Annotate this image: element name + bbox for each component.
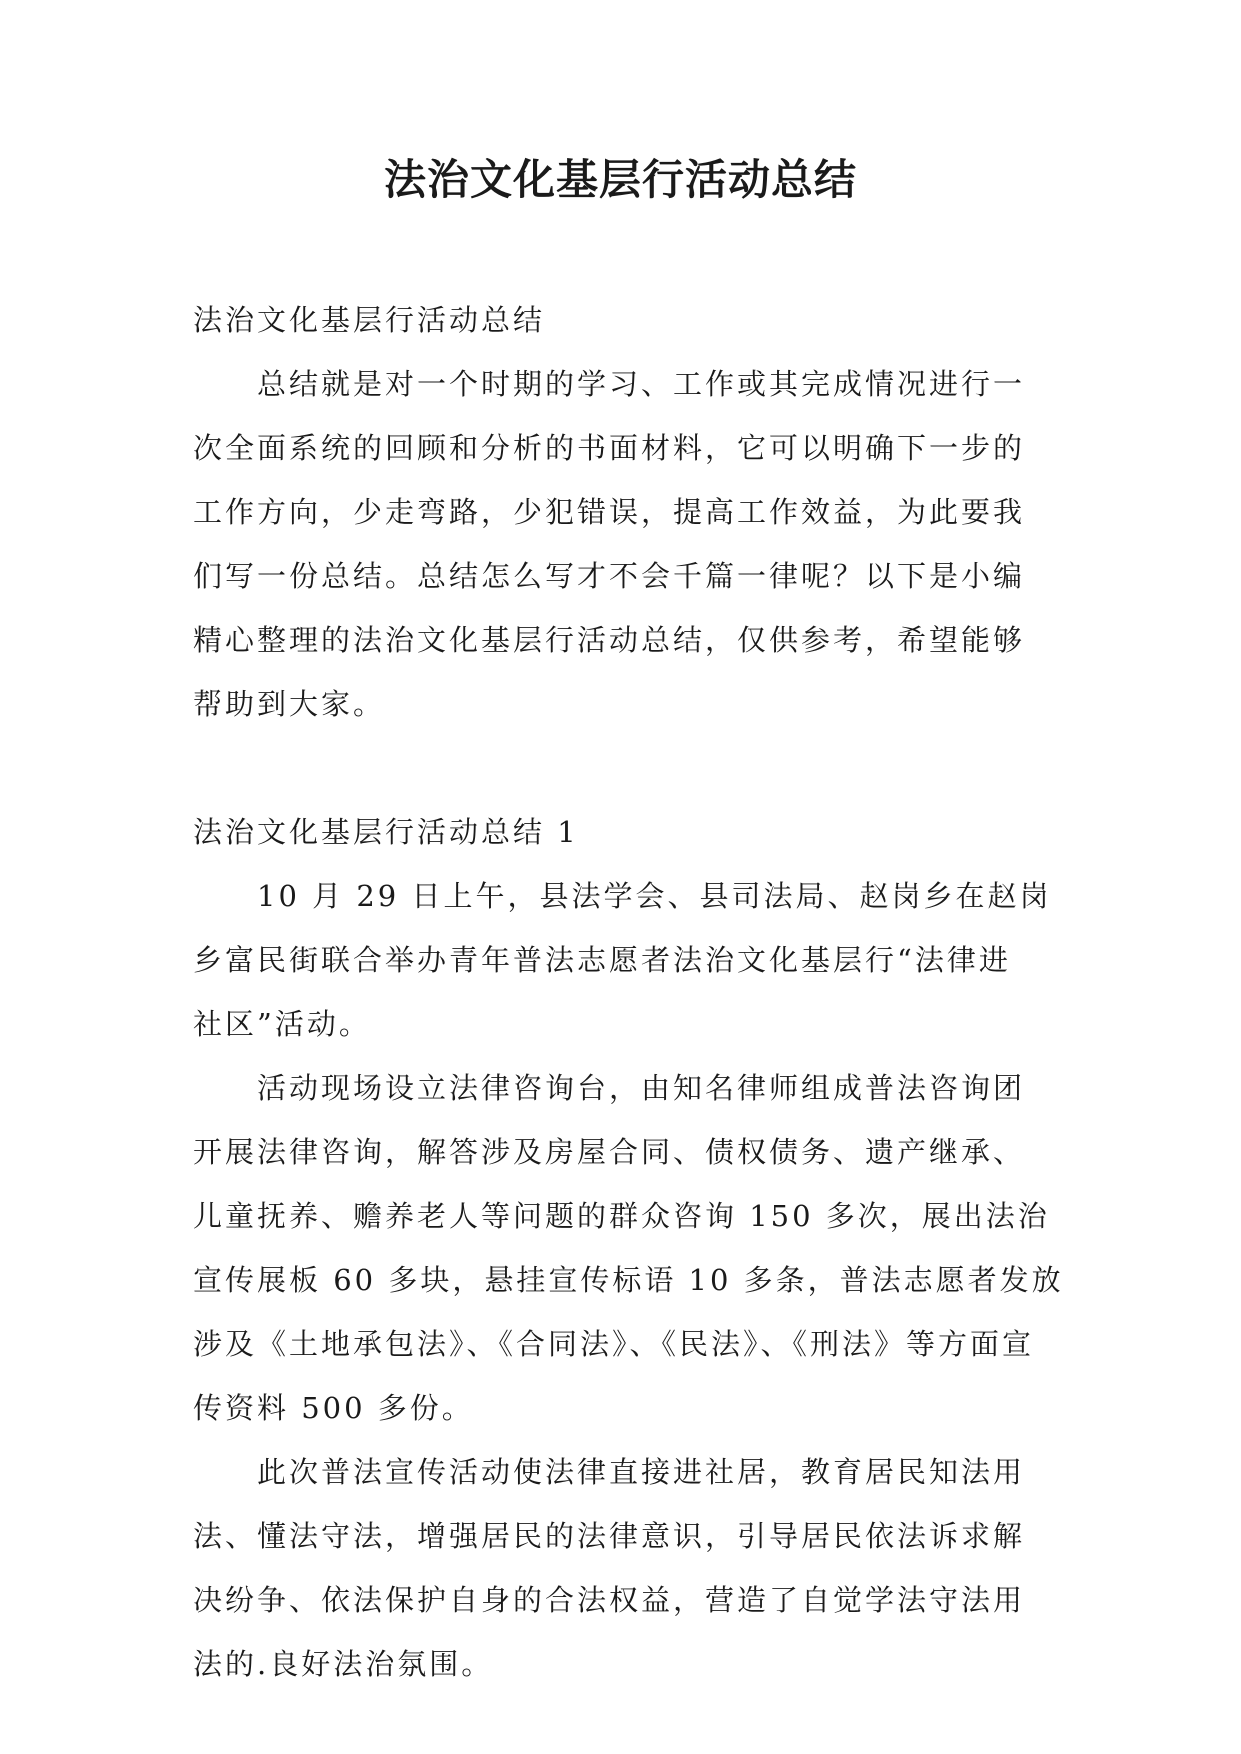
document-body [193,288,1064,1696]
section-heading: 法治文化基层行活动总结 1 [193,815,579,849]
paragraph-line: 开展法律咨询，解答涉及房屋合同、债权债务、遗产继承、 [193,1135,1026,1169]
document-title: 法治文化基层行活动总结 [383,155,857,204]
paragraph-line: 法、懂法守法，增强居民的法律意识，引导居民依法诉求解 [193,1519,1026,1553]
paragraph-line: 涉及《土地承包法》、《合同法》、《民法》、《刑法》等方面宣 [193,1327,1035,1361]
paragraph-line: 乡富民街联合举办青年普法志愿者法治文化基层行“法律进 [193,943,1011,977]
intro-heading: 法治文化基层行活动总结 [193,303,546,337]
paragraph-line: 决纷争、依法保护自身的合法权益，营造了自觉学法守法用 [193,1583,1026,1617]
paragraph-line: 法的.良好法治氛围。 [193,1647,494,1681]
paragraph-line: 宣传展板 60 多块，悬挂宣传标语 10 多条，普法志愿者发放 [193,1263,1064,1297]
paragraph-line: 传资料 500 多份。 [193,1391,474,1425]
paragraph-line: 工作方向，少走弯路，少犯错误，提高工作效益，为此要我 [193,495,1026,529]
paragraph-line: 次全面系统的回顾和分析的书面材料，它可以明确下一步的 [193,431,1026,465]
paragraph-line: 精心整理的法治文化基层行活动总结，仅供参考，希望能够 [193,623,1026,657]
paragraph-line: 此次普法宣传活动使法律直接进社居，教育居民知法用 [257,1455,1026,1489]
paragraph-line: 儿童抚养、赡养老人等问题的群众咨询 150 多次，展出法治 [193,1199,1050,1233]
paragraph-line: 10 月 29 日上午，县法学会、县司法局、赵岗乡在赵岗 [257,879,1052,913]
section-spacer [193,736,1053,800]
paragraph-line: 总结就是对一个时期的学习、工作或其完成情况进行一 [257,367,1026,401]
paragraph-line: 活动现场设立法律咨询台，由知名律师组成普法咨询团 [257,1071,1026,1105]
paragraph-line: 帮助到大家。 [193,687,386,721]
paragraph-line: 社区”活动。 [193,1007,371,1041]
paragraph-line: 们写一份总结。总结怎么写才不会千篇一律呢？以下是小编 [193,559,1026,593]
